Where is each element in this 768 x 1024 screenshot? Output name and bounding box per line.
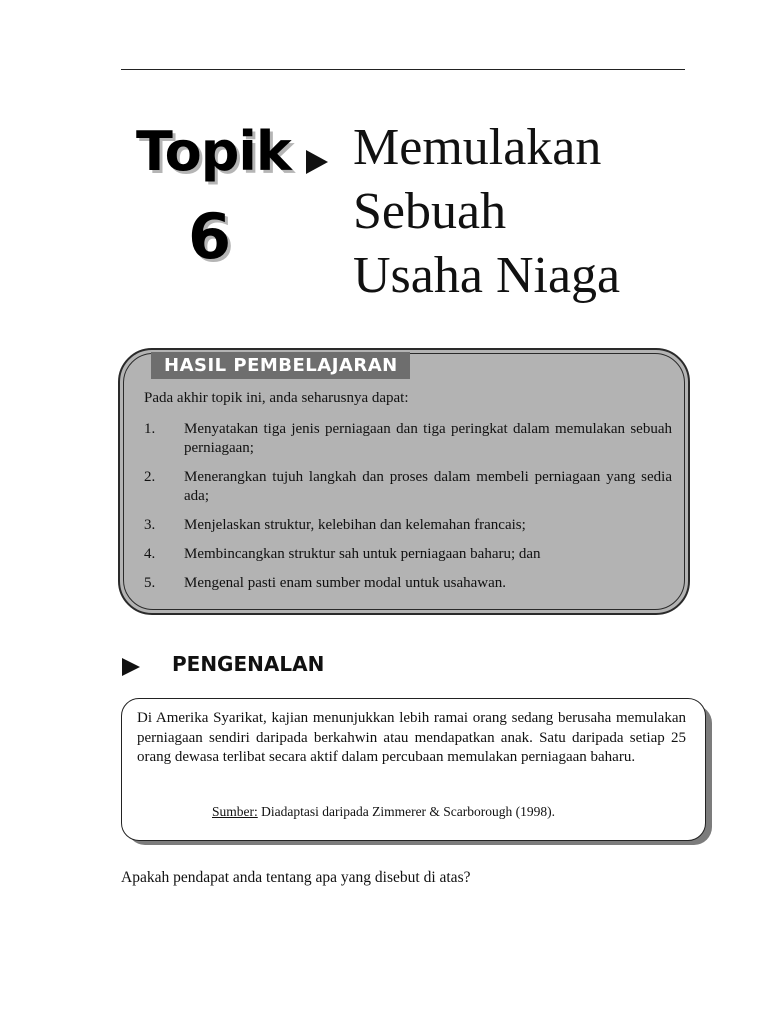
intro-body: Di Amerika Syarikat, kajian menunjukkan lebih ramai orang sedang berusaha memulakan perniagaan sendiri daripada berkahwin atau mendapatkan anak. Satu daripada setiap 25 orang dewasa terlibat secara aktif dalam percubaan memulakan perniagaan baharu. xyxy=(137,710,686,765)
section-arrow-icon xyxy=(121,657,141,677)
list-item xyxy=(144,574,672,593)
list-item-number: 2. xyxy=(144,469,156,485)
title-line: Sebuah xyxy=(353,183,507,240)
top-rule xyxy=(121,69,685,70)
topic-title xyxy=(353,116,733,308)
list-item-text: Mengenal pasti enam sumber modal untuk usahawan. xyxy=(184,575,507,591)
list-item-number: 4. xyxy=(144,546,156,562)
reflection-question: Apakah pendapat anda tentang apa yang disebut di atas? xyxy=(121,869,471,886)
source-text: Diadaptasi daripada Zimmerer & Scarborough (1998). xyxy=(257,804,556,819)
list-item-text: Menerangkan tujuh langkah dan proses dalam membeli perniagaan yang sedia ada; xyxy=(184,469,672,504)
list-item-text: Menyatakan tiga jenis perniagaan dan tiga peringkat dalam memulakan sebuah perniagaan; xyxy=(184,421,672,456)
learning-outcomes-heading: HASIL PEMBELAJARAN xyxy=(151,352,410,379)
list-item xyxy=(144,468,672,506)
topic-label: Topik xyxy=(136,120,291,183)
list-item-text: Membincangkan struktur sah untuk perniagaan baharu; dan xyxy=(184,546,541,562)
learning-outcomes-intro: Pada akhir topik ini, anda seharusnya dapat: xyxy=(144,390,409,406)
title-line: Memulakan xyxy=(353,119,602,176)
play-arrow-icon xyxy=(304,149,330,175)
topic-number: 6 xyxy=(188,200,232,273)
title-line: Usaha Niaga xyxy=(353,247,621,304)
source-label: Sumber: xyxy=(212,804,258,819)
section-heading: PENGENALAN xyxy=(172,652,325,676)
list-item xyxy=(144,545,672,564)
list-item-number: 5. xyxy=(144,575,156,591)
list-item-number: 1. xyxy=(144,421,156,437)
list-item-text: Menjelaskan struktur, kelebihan dan kelemahan francais; xyxy=(184,517,526,533)
list-item xyxy=(144,516,672,535)
learning-outcomes-list xyxy=(144,420,672,603)
list-item xyxy=(144,420,672,458)
list-item-number: 3. xyxy=(144,517,156,533)
source-citation xyxy=(212,804,555,820)
